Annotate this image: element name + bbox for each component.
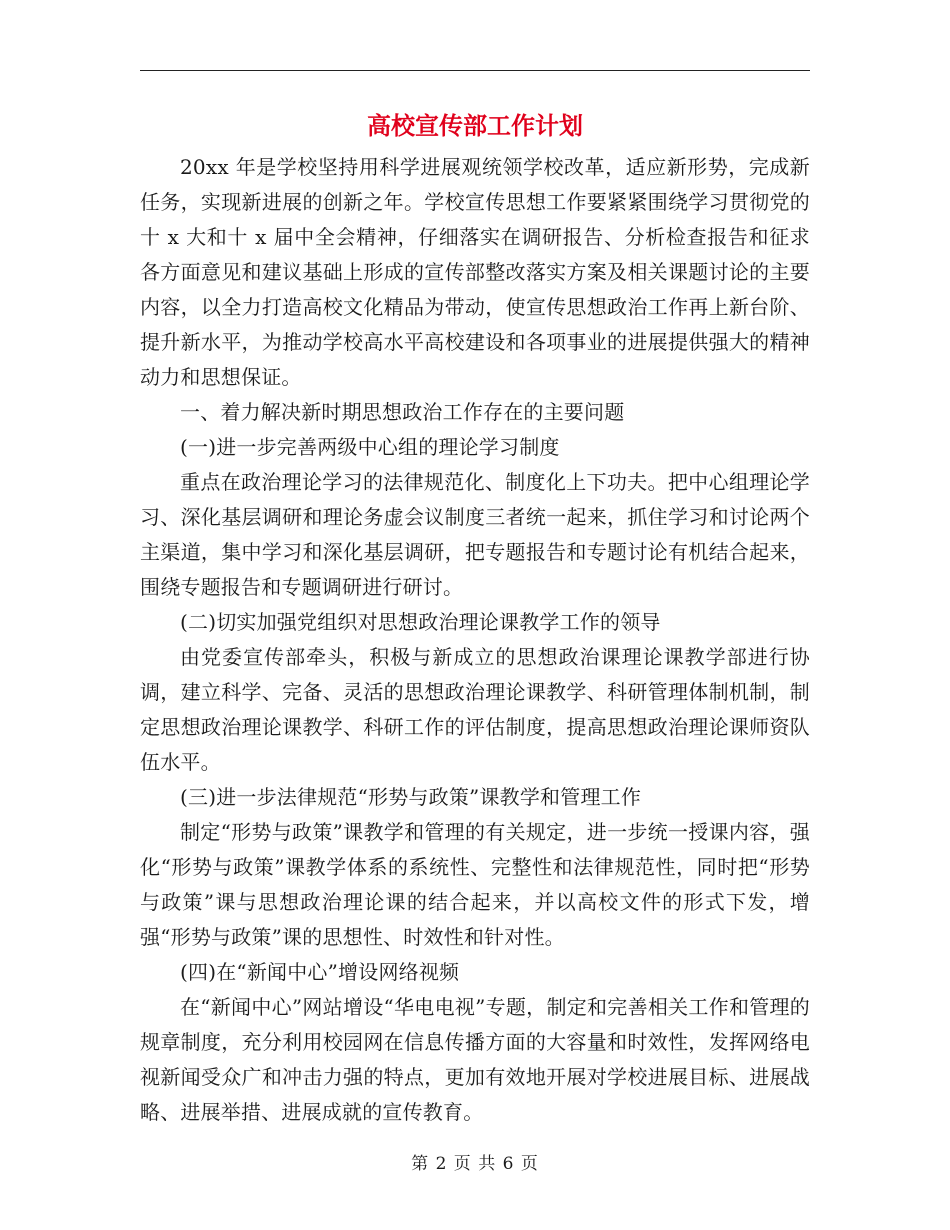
document-title: 高校宣传部工作计划 (367, 111, 583, 140)
subsection-heading-3: (三)进一步法律规范“形势与政策”课教学和管理工作 (180, 785, 642, 809)
subsection-heading-4: (四)在“新闻中心”增设网络视频 (180, 960, 460, 984)
paragraph-2: 由党委宣传部牵头，积极与新成立的思想政治课理论课教学部进行协调，建立科学、完备、灵活的思想政治理论课教学、科研管理体制机制，制定思想政治理论课教学、科研工作的评估制度，提高思想政治理论课师资队伍水平。 (140, 645, 810, 774)
section-heading-1: 一、着力解决新时期思想政治工作存在的主要问题 (180, 400, 625, 424)
paragraph-1: 重点在政治理论学习的法律规范化、制度化上下功夫。把中心组理论学习、深化基层调研和理论务虚会议制度三者统一起来，抓住学习和讨论两个主渠道，集中学习和深化基层调研，把专题报告和专题讨论有机结合起来，围绕专题报告和专题调研进行研讨。 (140, 470, 810, 599)
subsection-heading-1: (一)进一步完善两级中心组的理论学习制度 (180, 435, 560, 459)
subsection-heading-2: (二)切实加强党组织对思想政治理论课教学工作的领导 (180, 610, 661, 634)
page-number-footer: 第 2 页 共 6 页 (411, 1154, 539, 1174)
paragraph-3: 制定“形势与政策”课教学和管理的有关规定，进一步统一授课内容，强化“形势与政策”课教学体系的系统性、完整性和法律规范性，同时把“形势与政策”课与思想政治理论课的结合起来，并以高校文件的形式下发，增强“形势与政策”课的思想性、时效性和针对性。 (140, 820, 810, 949)
paragraph-4: 在“新闻中心”网站增设“华电电视”专题，制定和完善相关工作和管理的规章制度，充分利用校园网在信息传播方面的大容量和时效性，发挥网络电视新闻受众广和冲击力强的特点，更加有效地开展对学校进展目标、进展战略、进展举措、进展成就的宣传教育。 (140, 995, 810, 1124)
document-body (140, 150, 810, 1130)
header-rule (140, 70, 810, 71)
paragraph-intro: 20xx 年是学校坚持用科学进展观统领学校改革，适应新形势，完成新任务，实现新进展的创新之年。学校宣传思想工作要紧紧围绕学习贯彻党的十 x 大和十 x 届中全会精神，仔细落实在调研报告、分析检查报告和征求各方面意见和建议基础上形成的宣传部整改落实方案及相关课题讨论的主要内容，以全力打造高校文化精品为带动，使宣传思想政治工作再上新台阶、提升新水平，为推动学校高水平高校建设和各项事业的进展提供强大的精神动力和思想保证。 (140, 155, 810, 389)
